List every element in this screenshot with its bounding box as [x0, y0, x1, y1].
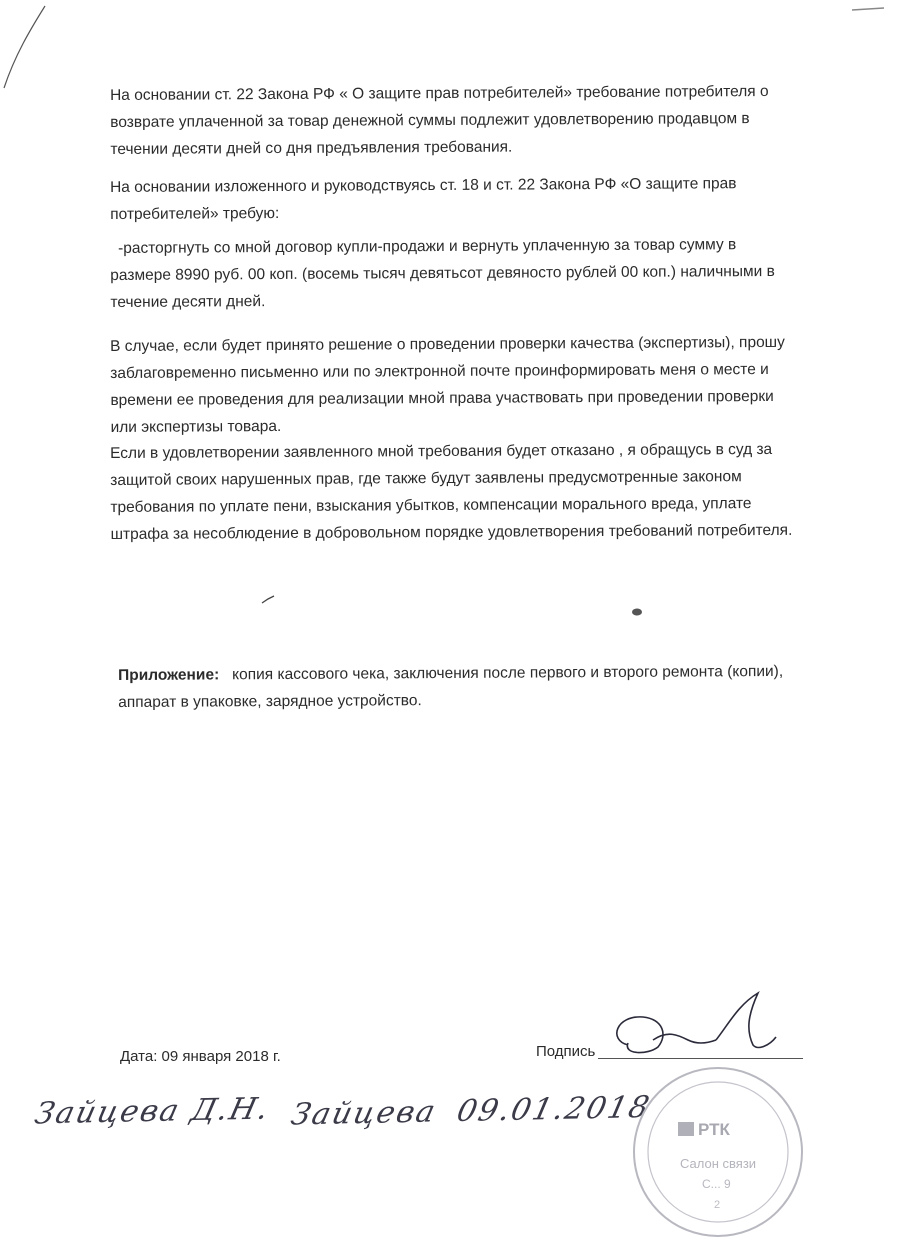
handwritten-name: Зайцева Д.Н.: [31, 1091, 274, 1132]
scan-edge-mark: [0, 0, 60, 100]
stamp-line-2: С... 9: [702, 1177, 731, 1191]
attachment-block: [118, 658, 798, 716]
stamp-logo: РТК: [698, 1120, 730, 1139]
handwritten-signature: [598, 985, 798, 1065]
ink-blot: [630, 606, 644, 618]
handwritten-surname: Зайцева: [287, 1094, 441, 1133]
attachment-text: копия кассового чека, заключения после первого и второго ремонта (копии), аппарат в упаковке, зарядное устройство.: [118, 662, 784, 711]
scan-dash-mark: [850, 4, 890, 14]
store-stamp: [628, 1062, 808, 1242]
attachment-label: Приложение:: [118, 666, 220, 684]
paragraph-refund-basis: На основании ст. 22 Закона РФ « О защите прав потребителей» требование потребителя о возврате уплаченной за товар денежной суммы подлежит удовлетворению продавцом в течении десяти дней со дня предъявления требования.: [110, 82, 769, 158]
stamp-line-3: 2: [714, 1199, 721, 1211]
paragraph-court-warning: Если в удовлетворении заявленного мной требования будет отказано , я обращусь в суд за защитой своих нарушенных прав, где также будут заявлены предусмотренные законом требования по уплате пени, взыскания убытков, компенсации морального вреда, уплате штрафа за несоблюдение в добровольном порядке удовлетворения требований потребителя.: [110, 440, 793, 543]
signature-label: Подпись: [536, 1043, 596, 1060]
paragraph-demand-intro: На основании изложенного и руководствуясь ст. 18 и ст. 22 Закона РФ «О защите прав потребителей» требую:: [110, 175, 737, 223]
ink-speck: [260, 594, 276, 606]
stamp-line-1: Салон связи: [680, 1156, 757, 1171]
date-label: Дата: 09 января 2018 г.: [120, 1048, 281, 1065]
paragraph-expertise-request: В случае, если будет принято решение о проведении проверки качества (экспертизы), прошу заблаговременно письменно или по электронной почте проинформировать меня о месте и времени ее проведения для реализации мной права участвовать при проведении проверки или экспертизы товара.: [110, 333, 785, 436]
paragraph-demand-terminate: -расторгнуть со мной договор купли-продажи и вернуть уплаченную за товар сумму в размере 8990 руб. 00 коп. (восемь тысяч девятьсот девяносто рублей 00 коп.) наличными в течение десяти дней.: [110, 236, 775, 311]
handwritten-date: 09.01.2018: [453, 1089, 655, 1130]
